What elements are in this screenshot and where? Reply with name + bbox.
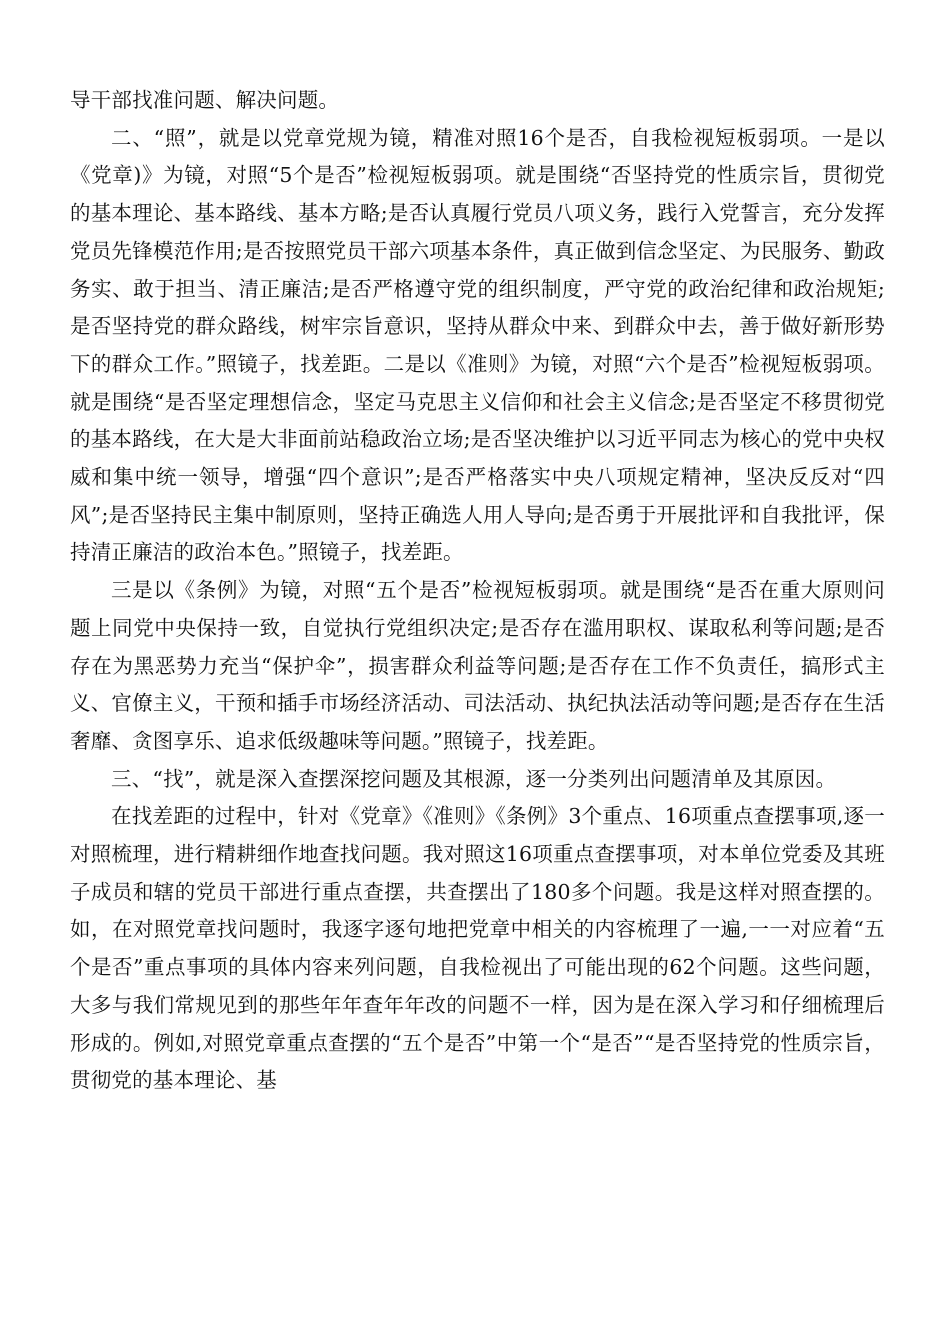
paragraph-4: 三、“找”，就是深入查摆深挖问题及其根源，逐一分类列出问题清单及其原因。 — [111, 766, 837, 791]
document-page — [70, 82, 885, 1100]
paragraph-2: 二、“照”，就是以党章党规为镜，精准对照16个是否，自我检视短板弱项。一是以《党章)》为镜，对照“5个是否”检视短板弱项。就是围绕“否坚持党的性质宗旨，贯彻党的基本理论、基本路线、基本方略;是否认真履行党员八项义务，践行入党誓言，充分发挥党员先锋模范作用;是否按照党员干部六项基本条件，真正做到信念坚定、为民服务、勤政务实、敢于担当、清正廉洁;是否严格遵守党的组织制度，严守党的政治纪律和政治规矩;是否坚持党的群众路线，树牢宗旨意识，坚持从群众中来、到群众中去，善于做好新形势下的群众工作。”照镜子，找差距。二是以《准则》为镜，对照“六个是否”检视短板弱项。就是围绕“是否坚定理想信念，坚定马克思主义信仰和社会主义信念;是否坚定不移贯彻党的基本路线，在大是大非面前站稳政治立场;是否坚决维护以习近平同志为核心的党中央权威和集中统一领导，增强“四个意识”;是否严格落实中央八项规定精神，坚决反反对“四风”;是否坚持民主集中制原则，坚持正确选人用人导向;是否勇于开展批评和自我批评，保持清正廉洁的政治本色。”照镜子，找差距。 — [70, 125, 885, 565]
paragraph-1: 导干部找准问题、解决问题。 — [70, 88, 340, 112]
paragraph-5: 在找差距的过程中，针对《党章》《准则》《条例》3个重点、16项重点查摆事项,逐一对照梳理，进行精耕细作地查找问题。我对照这16项重点查摆事项，对本单位党委及其班子成员和辖的党员干部进行重点查摆，共查摆出了180多个问题。我是这样对照查摆的。如，在对照党章找问题时，我逐字逐句地把党章中相关的内容梳理了一遍,一一对应着“五个是否”重点事项的具体内容来列问题，自我检视出了可能出现的62个问题。这些问题，大多与我们常规见到的那些年年查年年改的问题不一样，因为是在深入学习和仔细梳理后形成的。例如,对照党章重点查摆的“五个是否”中第一个“是否”“是否坚持党的性质宗旨，贯彻党的基本理论、基 — [70, 804, 885, 1093]
paragraph-3: 三是以《条例》为镜，对照“五个是否”检视短板弱项。就是围绕“是否在重大原则问题上同党中央保持一致，自觉执行党组织决定;是否存在滥用职权、谋取私利等问题;是否存在为黑恶势力充当“保护伞”，损害群众利益等问题;是否存在工作不负责任，搞形式主义、官僚主义，干预和插手市场经济活动、司法活动、执纪执法活动等问题;是否存在生活奢靡、贪图享乐、追求低级趣味等问题。”照镜子，找差距。 — [70, 578, 885, 753]
